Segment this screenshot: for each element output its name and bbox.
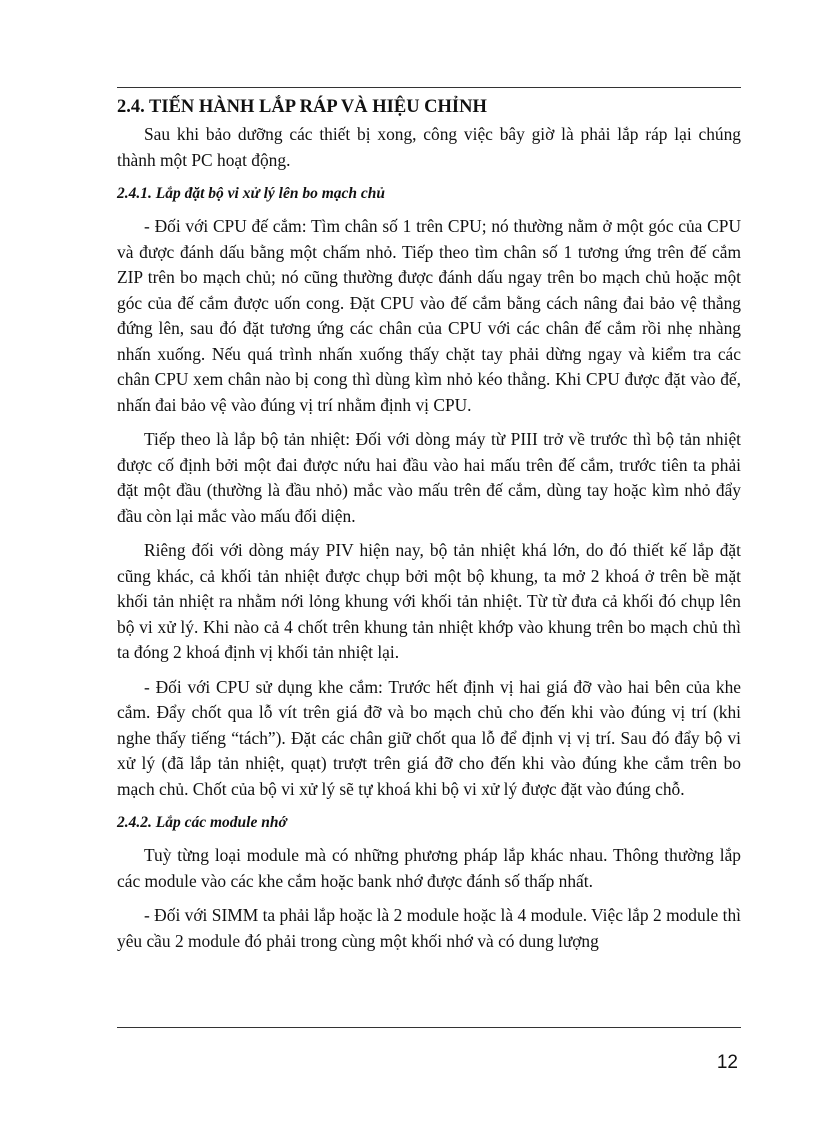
footer-rule	[117, 1027, 741, 1028]
subsection-title-memory: 2.4.2. Lắp các module nhớ	[117, 814, 287, 831]
intro-paragraph: Sau khi bảo dưỡng các thiết bị xong, công việc bây giờ là phải lắp ráp lại chúng thành một PC hoạt động.	[117, 124, 741, 170]
paragraph-heatsink: Tiếp theo là lắp bộ tản nhiệt: Đối với dòng máy từ PIII trở về trước thì bộ tản nhiệt được cố định bởi một đai được nứu hai đầu vào hai mấu trên đế cắm, trước tiên ta phải đặt một đầu (thường là đầu nhỏ) mắc vào mấu trên đế cắm, dùng tay hoặc kìm nhỏ đẩy đầu còn lại mắc vào mấu đối diện.	[117, 429, 741, 526]
section-title: 2.4. TIẾN HÀNH LẮP RÁP VÀ HIỆU CHỈNH	[117, 97, 487, 117]
header-rule	[117, 87, 741, 88]
paragraph-cpu-slot: - Đối với CPU sử dụng khe cắm: Trước hết định vị hai giá đỡ vào hai bên của khe cắm. Đẩy chốt qua lỗ vít trên giá đỡ và bo mạch chủ cho đến khi vào đúng vị trí (khi nghe thấy tiếng “tách”). Đặt các chân giữ chốt qua lỗ để định vị vị trí. Sau đó đẩy bộ vi xử lý (đã lắp tản nhiệt, quạt) trượt trên giá đỡ cho đến khi vào đúng khe cắm trên bo mạch chủ. Chốt của bộ vi xử lý sẽ tự khoá khi bộ vi xử lý được đặt vào đúng chỗ.	[117, 676, 741, 799]
paragraph-piv-heatsink: Riêng đối với dòng máy PIV hiện nay, bộ tản nhiệt khá lớn, do đó thiết kế lắp đặt cũng khác, cả khối tản nhiệt được chụp bởi một bộ khung, ta mở 2 khoá ở trên bề mặt khối tản nhiệt ra nhằm nới lỏng khung với khối tản nhiệt. Từ từ đưa cả khối đó chụp lên bộ vi xử lý. Khi nào cả 4 chốt trên khung tản nhiệt khớp vào khung trên bo mạch chủ thì ta đóng 2 khoá định vị khối tản nhiệt lại.	[117, 540, 741, 662]
paragraph-cpu-socket: - Đối với CPU đế cắm: Tìm chân số 1 trên CPU; nó thường nằm ở một góc của CPU và được đánh dấu bằng một chấm nhỏ. Tiếp theo tìm chân số 1 tương ứng trên đế cắm ZIP trên bo mạch chủ; nó cũng thường được đánh dấu ngay trên bo mạch chủ hoặc một góc của đế cắm được uốn cong. Đặt CPU vào đế cắm bằng cách nâng đai bảo vệ thẳng đứng lên, sau đó đặt tương ứng các chân của CPU với các chân đế cắm rồi nhẹ nhàng nhấn xuống. Nếu quá trình nhấn xuống thấy chặt tay phải dừng ngay và kiểm tra các chân CPU xem chân nào bị cong thì dùng kìm nhỏ kéo thẳng. Khi CPU được đặt vào đế, nhấn đai bảo vệ vào đúng vị trí nhằm định vị CPU.	[117, 216, 741, 415]
subsection-title-cpu: 2.4.1. Lắp đặt bộ vi xử lý lên bo mạch chủ	[117, 185, 386, 202]
page-content	[117, 92, 741, 963]
page-number: 12	[716, 1052, 738, 1073]
paragraph-simm: - Đối với SIMM ta phải lắp hoặc là 2 module hoặc là 4 module. Việc lắp 2 module thì yêu cầu 2 module đó phải trong cùng một khối nhớ và có dung lượng	[117, 905, 741, 951]
paragraph-memory-intro: Tuỳ từng loại module mà có những phương pháp lắp khác nhau. Thông thường lắp các module vào các khe cắm hoặc bank nhớ được đánh số thấp nhất.	[117, 845, 741, 891]
